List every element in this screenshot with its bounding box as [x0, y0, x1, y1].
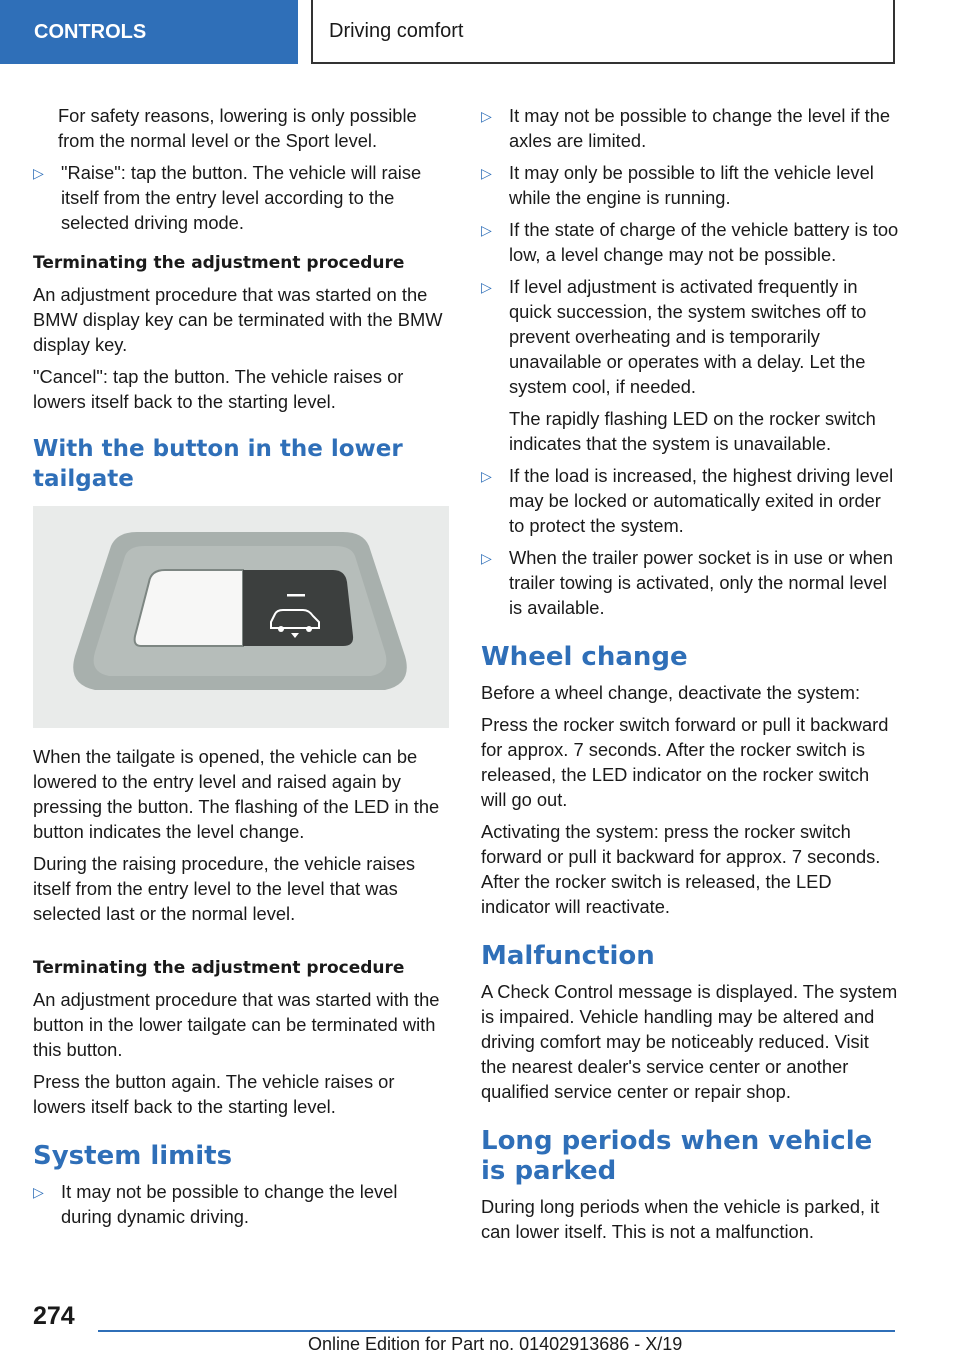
- triangle-right-icon: ▷: [481, 550, 492, 566]
- section-heading: Malfunction: [481, 941, 655, 971]
- paragraph: Before a wheel change, deactivate the system:: [481, 682, 861, 703]
- page-header: [311, 0, 895, 64]
- section-heading: System limits: [33, 1141, 233, 1171]
- subheading: Terminating the adjustment procedure: [33, 958, 405, 978]
- paragraph: An adjustment procedure that was started with the button in the lower tailgate can be terminated with this button.: [33, 989, 440, 1060]
- list-item-text: It may only be possible to lift the vehicle level while the engine is running.: [509, 162, 874, 208]
- left-column: [33, 103, 451, 1236]
- triangle-right-icon: ▷: [481, 165, 492, 181]
- list-item-text: It may not be possible to change the level during dynamic driving.: [61, 1181, 398, 1227]
- right-column: [481, 103, 899, 1251]
- paragraph: Activating the system: press the rocker switch forward or pull it backward for approx. 7 seconds. After the rocker switch is released, the LED indicator will reactivate.: [481, 821, 881, 917]
- list-item-text: The rapidly flashing LED on the rocker switch indicates that the system is unavailable.: [509, 408, 876, 454]
- tailgate-button-icon: [33, 506, 449, 728]
- paragraph: Press the rocker switch forward or pull it backward for approx. 7 seconds. After the rocker switch is released, the LED indicator on the rocker switch will go out.: [481, 714, 889, 810]
- list-item: [481, 545, 899, 620]
- triangle-right-icon: ▷: [33, 165, 44, 181]
- paragraph: During the raising procedure, the vehicle raises itself from the entry level to the level that was selected last or the normal level.: [33, 853, 416, 924]
- tailgate-button-illustration: [33, 506, 449, 728]
- triangle-right-icon: ▷: [481, 279, 492, 295]
- triangle-right-icon: ▷: [481, 222, 492, 238]
- paragraph: For safety reasons, lowering is only possible from the normal level or the Sport level.: [58, 105, 417, 151]
- section-heading: Long periods when vehicle is parked: [481, 1126, 873, 1186]
- triangle-right-icon: ▷: [481, 468, 492, 484]
- list-item-text: If the state of charge of the vehicle battery is too low, a level change may not be possible.: [509, 219, 899, 265]
- list-item-text: When the trailer power socket is in use or when trailer towing is activated, only the normal level is available.: [509, 547, 894, 618]
- triangle-right-icon: ▷: [481, 108, 492, 124]
- edition-note: Online Edition for Part no. 01402913686 - X/19: [308, 1334, 683, 1354]
- paragraph: During long periods when the vehicle is parked, it can lower itself. This is not a malfunction.: [481, 1196, 880, 1242]
- list-item: [33, 1179, 451, 1229]
- list-item-text: "Raise": tap the button. The vehicle will raise itself from the entry level according to the selected driving mode.: [61, 162, 422, 233]
- page-title: Driving comfort: [329, 19, 464, 42]
- section-label: CONTROLS: [34, 20, 147, 43]
- list-item: [481, 160, 899, 210]
- paragraph: When the tailgate is opened, the vehicle can be lowered to the entry level and raised again by pressing the button. The flashing of the LED in the button indicates the level change.: [33, 746, 440, 842]
- list-item: [481, 274, 899, 456]
- list-item-text: If level adjustment is activated frequently in quick succession, the system switches off to prevent overheating and is temporarily unavailable or operates with a delay. Let the system cool, if needed.: [509, 276, 867, 397]
- list-item: [481, 463, 899, 538]
- paragraph: Press the button again. The vehicle raises or lowers itself back to the starting level.: [33, 1071, 395, 1117]
- footer-divider: [98, 1330, 895, 1332]
- list-item: [33, 160, 451, 235]
- paragraph: An adjustment procedure that was started on the BMW display key can be terminated with the BMW display key.: [33, 284, 443, 355]
- section-tab: [0, 0, 298, 64]
- paragraph: A Check Control message is displayed. The system is impaired. Vehicle handling may be altered and driving comfort may be noticeably reduced. Visit the nearest dealer's service center or another qualified service center or repair shop.: [481, 981, 898, 1102]
- list-item-text: It may not be possible to change the level if the axles are limited.: [509, 105, 891, 151]
- subheading: Terminating the adjustment procedure: [33, 253, 405, 273]
- list-item: [481, 217, 899, 267]
- page-number: 274: [33, 1302, 75, 1330]
- list-item: [481, 103, 899, 153]
- list-item-text: If the load is increased, the highest driving level may be locked or automatically exited in order to protect the system.: [509, 465, 894, 536]
- paragraph: "Cancel": tap the button. The vehicle raises or lowers itself back to the starting level.: [33, 366, 404, 412]
- triangle-right-icon: ▷: [33, 1184, 44, 1200]
- section-heading: Wheel change: [481, 642, 688, 672]
- section-heading: With the button in the lower tailgate: [33, 436, 403, 492]
